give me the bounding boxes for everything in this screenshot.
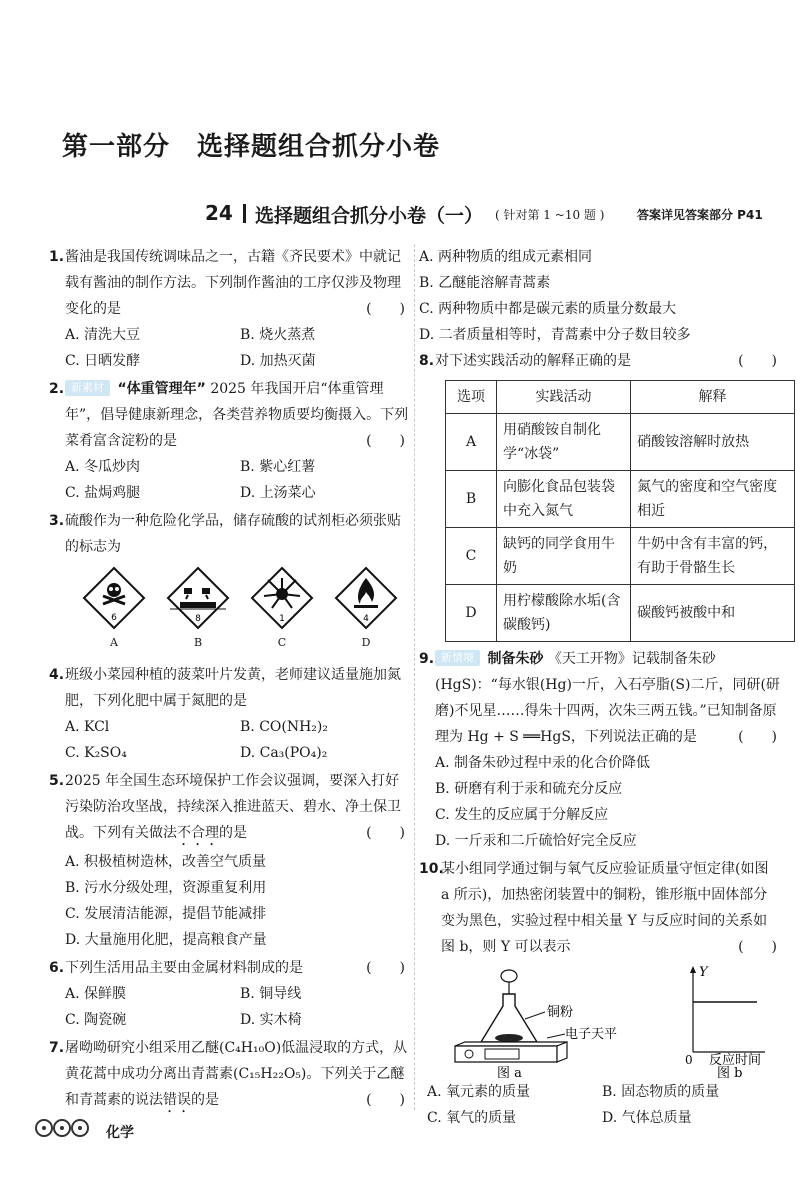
answer-blank[interactable]: ( ) <box>366 301 405 317</box>
question-number: 4. <box>49 667 65 683</box>
question-number: 3. <box>49 513 65 529</box>
question-7-options <box>419 244 781 348</box>
question-number: 9. <box>419 651 435 667</box>
option-d[interactable]: D. 加热灭菌 <box>240 353 316 369</box>
question-number: 7. <box>49 1040 65 1056</box>
svg-text:反应时间: 反应时间 <box>709 1053 762 1068</box>
header-activity: 实践活动 <box>497 381 631 414</box>
svg-text:6: 6 <box>111 613 117 623</box>
option-d[interactable]: D. 二者质量相等时，青蒿素中分子数目较多 <box>419 327 691 343</box>
left-column <box>49 244 409 1116</box>
option-b[interactable]: B. 污水分级处理，资源重复利用 <box>65 880 267 896</box>
option-b[interactable]: B. CO(NH₂)₂ <box>240 719 328 735</box>
question-text-end: 的是 <box>219 825 247 841</box>
flame-icon <box>334 566 398 630</box>
question-number: 5. <box>49 773 65 789</box>
hazard-signs <box>65 560 409 656</box>
section-divider-bar <box>243 204 246 223</box>
question-text: 《天工开物》记载制备朱砂(HgS)：“每水银(Hg)一斤，入石亭脂(S)二斤，同研(研磨)不见星……得朱十四两，次朱三两五钱。”已知制备原理为 Hg + S ══HgS，下列说法正确的是 <box>435 651 780 745</box>
options <box>65 714 409 766</box>
question-topic: “体重管理年” <box>117 381 206 397</box>
option-c[interactable]: C. 盐焗鸡腿 <box>65 485 141 501</box>
option-d[interactable]: D. 大量施用化肥，提高粮食产量 <box>65 932 267 948</box>
figures <box>441 964 781 1079</box>
table-row <box>446 585 795 642</box>
section-range: ( 针对第 1 ~10 题 ) <box>495 208 605 222</box>
svg-text:电子天平: 电子天平 <box>565 1027 618 1042</box>
option-a[interactable]: A. 冬瓜炒肉 <box>65 459 141 475</box>
cell-option: C <box>446 528 497 585</box>
cell-activity: 向膨化食品包装袋中充入氮气 <box>497 471 631 528</box>
emphasis-text: 不合理 <box>177 825 219 841</box>
question-text: 硫酸作为一种危险化学品，储存硫酸的试剂柜必须张贴的标志为 <box>65 513 401 555</box>
option-a[interactable]: A. KCl <box>65 719 110 735</box>
answer-blank[interactable]: ( ) <box>366 433 405 449</box>
option-b[interactable]: B. 烧火蒸煮 <box>240 327 316 343</box>
option-a[interactable]: A. 氧元素的质量 <box>427 1084 531 1100</box>
option-c[interactable]: C. 日晒发酵 <box>65 353 141 369</box>
question-text: 2025 年我国开启“体重管理年”，倡导健康新理念，各类营养物质要均衡摄入。下列菜肴富含淀粉的是 <box>65 381 409 449</box>
question-2 <box>49 376 409 506</box>
option-c[interactable]: C. 发展清洁能源，提倡节能减排 <box>65 906 267 922</box>
cell-explanation: 牛奶中含有丰富的钙，有助于骨骼生长 <box>631 528 795 585</box>
table-row <box>446 528 795 585</box>
header-explanation: 解释 <box>631 381 795 414</box>
cell-activity: 缺钙的同学食用牛奶 <box>497 528 631 585</box>
question-text: 对下述实践活动的解释正确的是 <box>435 353 631 369</box>
answer-blank[interactable]: ( ) <box>366 825 405 841</box>
section-title: 选择题组合抓分小卷（一） <box>255 205 484 227</box>
mascot-logo-icon <box>34 1116 90 1140</box>
practice-table <box>445 380 795 642</box>
svg-text:Y: Y <box>699 965 708 980</box>
question-number: 10. <box>419 861 444 877</box>
answer-blank[interactable]: ( ) <box>738 939 777 955</box>
svg-text:0: 0 <box>685 1053 693 1067</box>
option-d[interactable]: D. 气体总质量 <box>602 1110 692 1126</box>
question-text: 屠呦呦研究小组采用乙醚(C₄H₁₀O)低温浸取的方式，从黄花蒿中成功分离出青蒿素(C₁₅H₂₂O₅)。下列关于乙醚和青蒿素的说法 <box>65 1040 408 1108</box>
question-10 <box>419 856 781 1131</box>
emphasis-text: 错误 <box>163 1092 191 1108</box>
question-text-end: 的是 <box>191 1092 219 1108</box>
explosive-icon <box>250 566 314 630</box>
question-7 <box>49 1035 409 1116</box>
option-d[interactable]: D. Ca₃(PO₄)₂ <box>240 745 328 761</box>
question-9 <box>419 646 781 854</box>
skull-icon <box>82 566 146 630</box>
cell-activity: 用硝酸铵自制化学“冰袋” <box>497 414 631 471</box>
sign-d[interactable] <box>331 566 401 656</box>
section-header <box>205 201 765 227</box>
answer-blank[interactable]: ( ) <box>366 1092 405 1108</box>
subject-label: 化学 <box>106 1125 134 1141</box>
cell-option: B <box>446 471 497 528</box>
question-text: 班级小菜园种植的菠菜叶片发黄，老师建议适量施加氮肥，下列化肥中属于氮肥的是 <box>65 667 401 709</box>
question-number: 8. <box>419 353 435 369</box>
options <box>427 1079 781 1131</box>
section-number: 24 <box>205 201 233 225</box>
option-c[interactable]: C. 氧气的质量 <box>427 1110 517 1126</box>
options <box>65 322 409 374</box>
question-topic: 制备朱砂 <box>487 651 544 667</box>
option-b[interactable]: B. 研磨有利于汞和硫充分反应 <box>435 781 623 797</box>
options <box>65 454 409 506</box>
figure-a-apparatus <box>455 970 617 1079</box>
answer-blank[interactable]: ( ) <box>366 960 405 976</box>
part-title: 第一部分 选择题组合抓分小卷 <box>62 132 441 162</box>
option-c[interactable]: C. K₂SO₄ <box>65 745 127 761</box>
sign-letter: A <box>110 636 118 649</box>
option-b[interactable]: B. 乙醚能溶解青蒿素 <box>419 275 551 291</box>
option-d[interactable]: D. 一斤汞和二斤硫恰好完全反应 <box>435 833 637 849</box>
cell-explanation: 氮气的密度和空气密度相近 <box>631 471 795 528</box>
svg-text:1: 1 <box>279 614 285 624</box>
new-material-tag: 新素材 <box>65 380 110 396</box>
option-c[interactable]: C. 陶瓷碗 <box>65 1012 127 1028</box>
sign-a[interactable] <box>79 566 149 656</box>
page-footer <box>34 1116 234 1146</box>
figure-b-graph <box>685 965 765 1079</box>
svg-text:8: 8 <box>195 614 201 624</box>
option-a[interactable]: A. 保鲜膜 <box>65 986 127 1002</box>
sign-letter: C <box>277 636 287 649</box>
corrosive-icon <box>166 566 230 630</box>
question-1 <box>49 244 409 374</box>
right-column <box>419 244 781 1131</box>
svg-text:铜粉: 铜粉 <box>547 1005 574 1020</box>
option-d[interactable]: D. 实木椅 <box>240 1012 302 1028</box>
header-option: 选项 <box>446 381 497 414</box>
option-b[interactable]: B. 铜导线 <box>240 986 302 1002</box>
question-number: 1. <box>49 249 65 265</box>
table-row <box>446 414 795 471</box>
new-context-tag: 新情境 <box>435 650 480 666</box>
cell-explanation: 碳酸钙被酸中和 <box>631 585 795 642</box>
svg-text:图 a: 图 a <box>497 1066 522 1079</box>
option-a[interactable]: A. 清洗大豆 <box>65 327 141 343</box>
answer-blank[interactable]: ( ) <box>738 353 777 369</box>
question-text: 下列生活用品主要由金属材料制成的是 <box>65 960 303 976</box>
question-6 <box>49 955 409 1033</box>
option-c[interactable]: C. 发生的反应属于分解反应 <box>435 807 609 823</box>
cell-activity: 用柠檬酸除水垢(含碳酸钙) <box>497 585 631 642</box>
svg-text:4: 4 <box>363 614 369 624</box>
cell-option: A <box>446 414 497 471</box>
svg-text:图 b: 图 b <box>717 1066 743 1079</box>
sign-letter: B <box>193 636 203 649</box>
question-number: 6. <box>49 960 65 976</box>
options <box>65 981 409 1033</box>
option-a[interactable]: A. 积极植树造林，改善空气质量 <box>65 854 267 870</box>
option-a[interactable]: A. 制备朱砂过程中汞的化合价降低 <box>435 755 651 771</box>
option-d[interactable]: D. 上汤菜心 <box>240 485 316 501</box>
sign-letter: D <box>361 636 371 649</box>
question-5 <box>49 768 409 953</box>
answer-reference: 答案详见答案部分 P41 <box>637 208 763 222</box>
question-8 <box>419 348 781 642</box>
answer-blank[interactable]: ( ) <box>738 729 777 745</box>
option-c[interactable]: C. 两种物质中都是碳元素的质量分数最大 <box>419 301 677 317</box>
sign-c[interactable] <box>247 566 317 656</box>
experiment-figures <box>427 964 767 1079</box>
question-4 <box>49 662 409 766</box>
question-number: 2. <box>49 381 65 397</box>
question-text: 某小组同学通过铜与氧气反应验证质量守恒定律(如图 a 所示)，加热密闭装置中的铜粉，锥形瓶中固体部分变为黑色，实验过程中相关量 Y 与反应时间的关系如图 b，则 Y 可以表示 <box>441 861 769 955</box>
cell-option: D <box>446 585 497 642</box>
option-a[interactable]: A. 两种物质的组成元素相同 <box>419 249 593 265</box>
table-row <box>446 471 795 528</box>
options <box>435 750 781 854</box>
cell-explanation: 硝酸铵溶解时放热 <box>631 414 795 471</box>
question-text: 2025 年全国生态环境保护工作会议强调，要深入打好污染防治攻坚战，持续深入推进蓝天、碧水、净土保卫战。下列有关做法 <box>65 773 401 841</box>
question-text: 酱油是我国传统调味品之一，古籍《齐民要术》中就记载有酱油的制作方法。下列制作酱油的工序仅涉及物理变化的是 <box>65 249 401 317</box>
option-b[interactable]: B. 固态物质的质量 <box>602 1084 720 1100</box>
options <box>65 849 409 953</box>
table-header-row <box>446 381 795 414</box>
question-3 <box>49 508 409 656</box>
sign-b[interactable] <box>163 566 233 656</box>
option-b[interactable]: B. 紫心红薯 <box>240 459 316 475</box>
